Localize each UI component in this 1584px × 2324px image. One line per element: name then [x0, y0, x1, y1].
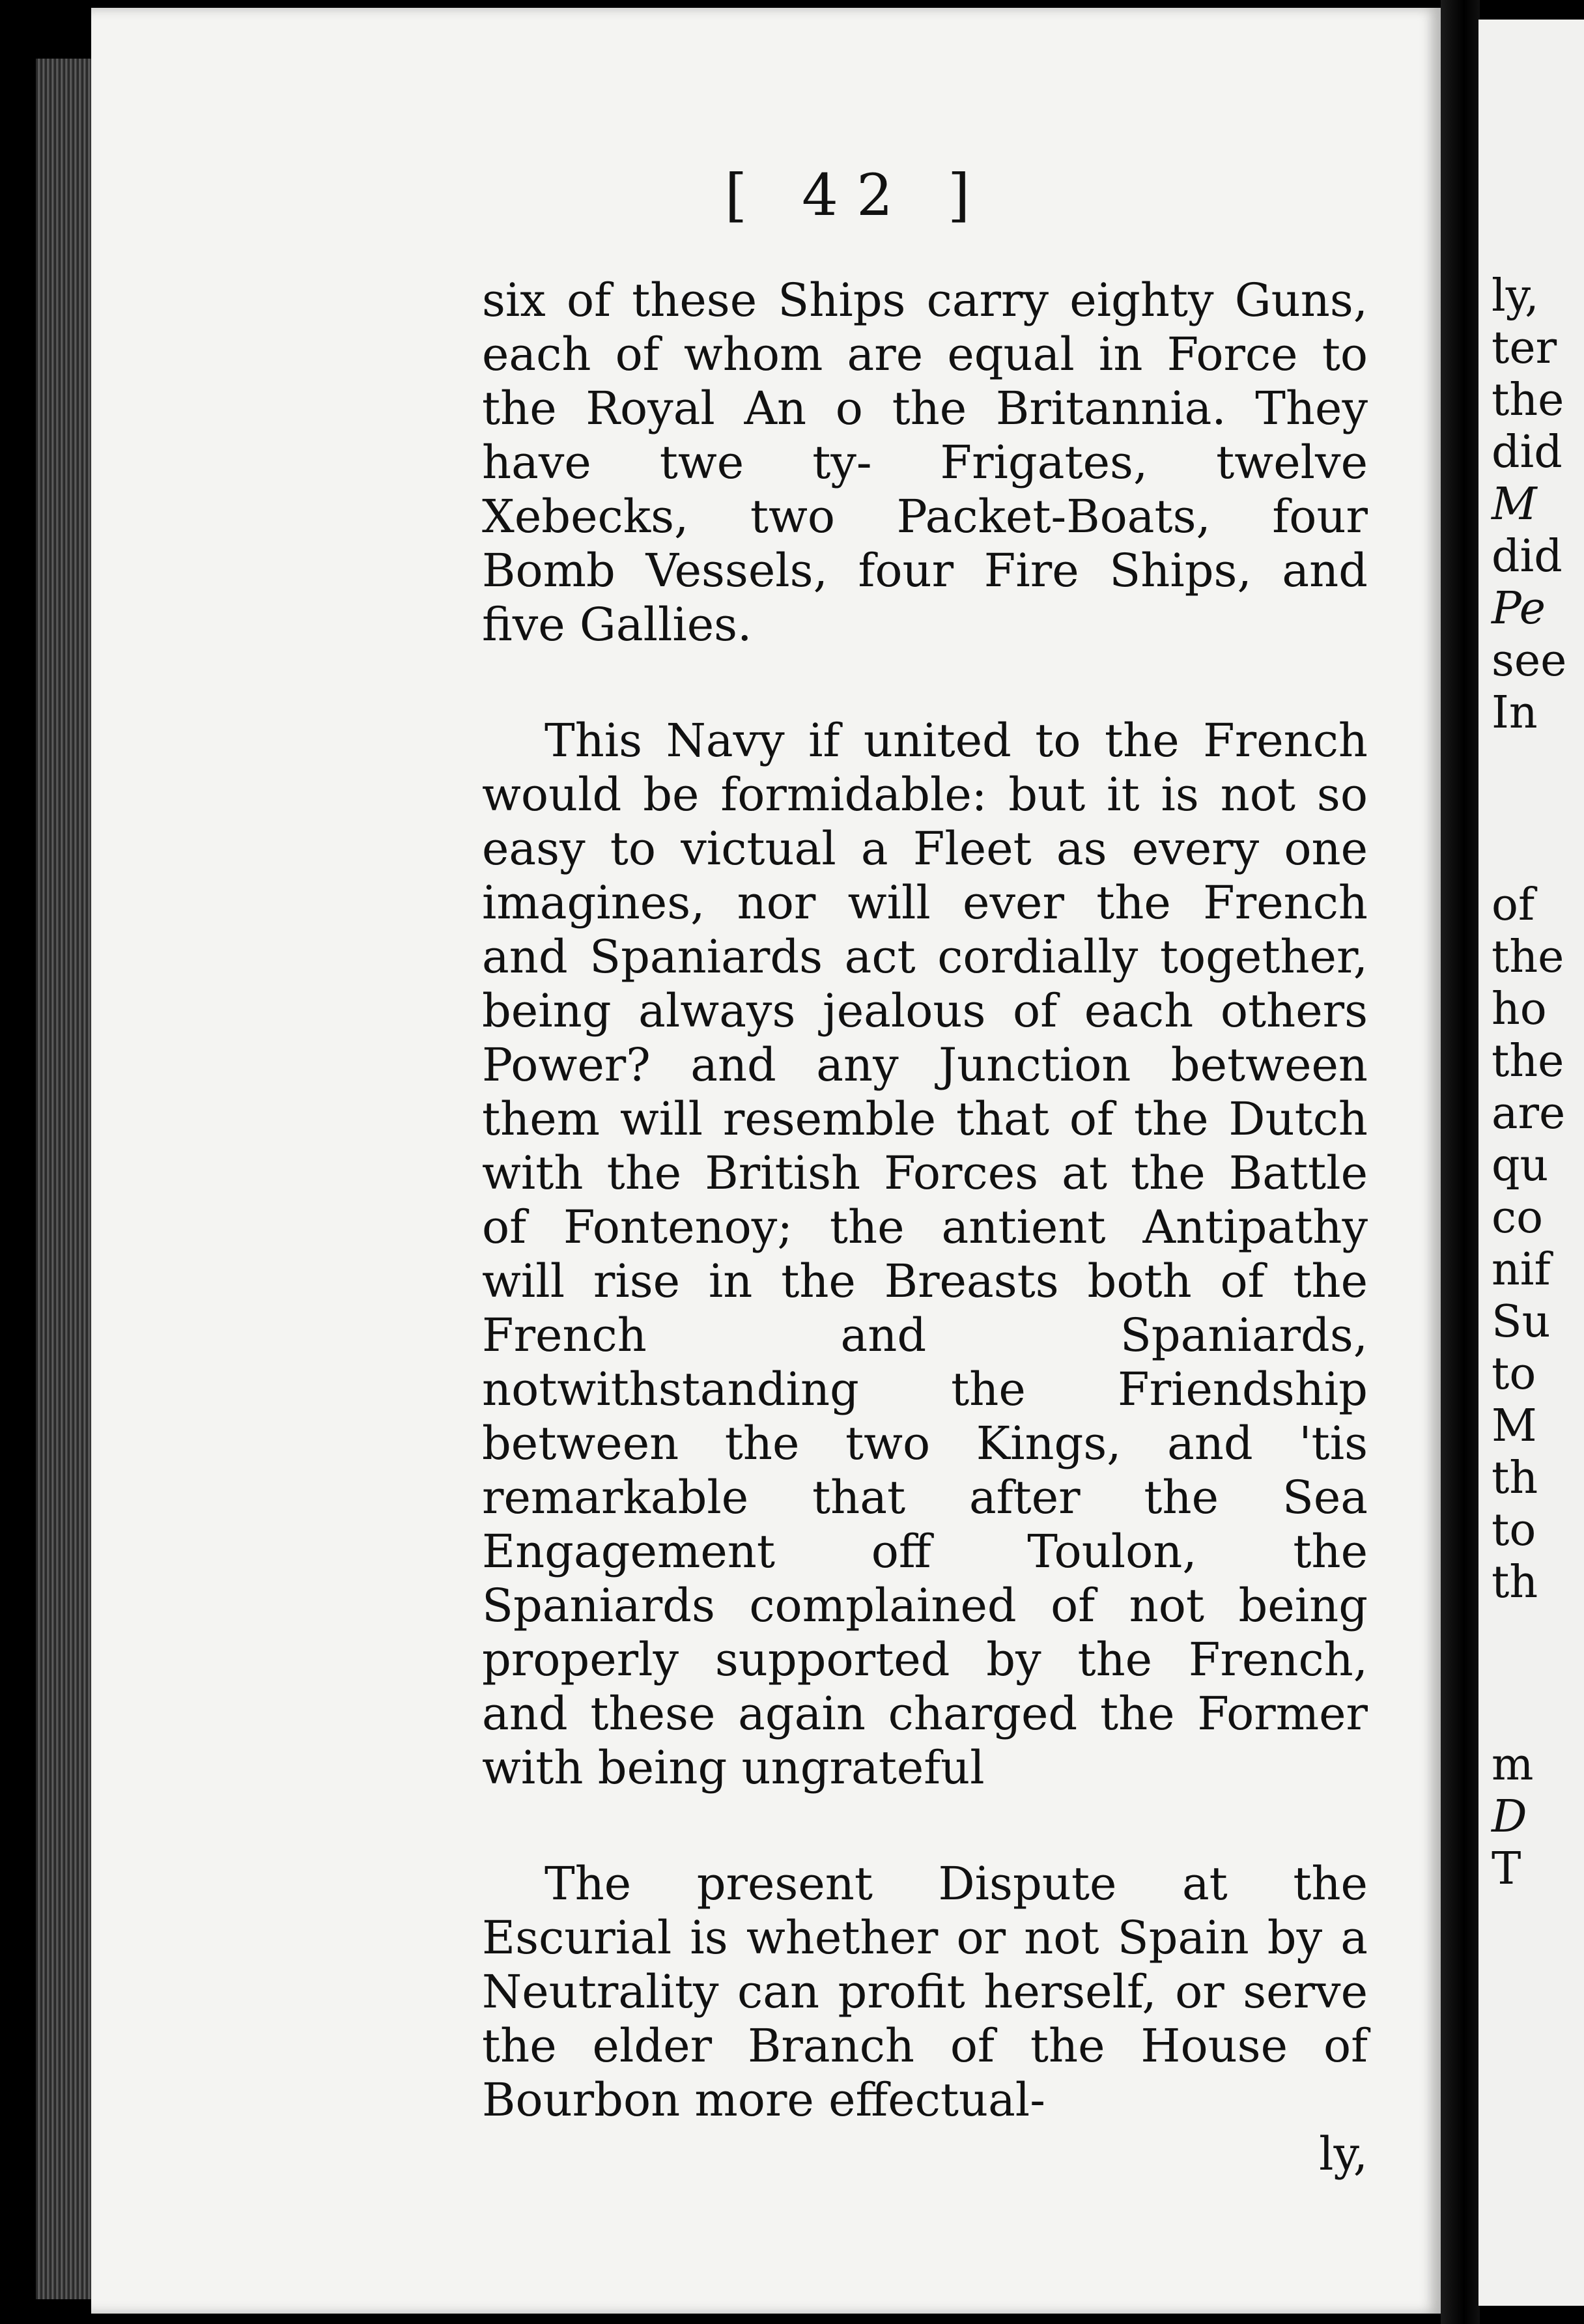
facing-fragment: did	[1492, 531, 1563, 582]
facing-fragment: Pe	[1492, 583, 1546, 634]
facing-fragment: co	[1492, 1192, 1544, 1243]
facing-fragment: th	[1492, 1452, 1538, 1504]
paragraph-3: The present Dispute at the Escurial is whether or not Spain by a Neutrality can profit herself, or serve the elder Branch of the House of Bourbon more effectual-	[482, 1857, 1368, 2127]
facing-fragment: did	[1492, 427, 1563, 478]
facing-fragment: D	[1492, 1791, 1527, 1843]
facing-fragment: M	[1492, 479, 1537, 530]
catchword: ly,	[1319, 2127, 1368, 2181]
facing-fragment: th	[1492, 1557, 1538, 1608]
facing-page-edge	[1478, 20, 1584, 2306]
facing-fragment: are	[1492, 1088, 1566, 1139]
paragraph-1: six of these Ships carry eighty Guns, each of whom are equal in Force to the Royal An o the Britannia. They have twe ty- Frigates, twelve Xebecks, two Packet-Boats, four Bomb Vessels, four Fire Ships, and five Gallies.	[482, 274, 1368, 651]
facing-fragment: to	[1492, 1505, 1536, 1556]
facing-fragment: In	[1492, 687, 1538, 739]
facing-fragment: the	[1492, 1036, 1564, 1087]
paragraph-2: This Navy if united to the French would be formidable: but it is not so easy to victual a Fleet as every one imagines, nor will ever the French and Spaniards act cordially together, being always jealous of each others Power? and any Junction between them will resemble that of the Dutch with the British Forces at the Battle of Fontenoy; the antient Antipathy will rise in the Breasts both of the French and Spaniards, notwithstanding the Friendship between the two Kings, and 'tis remarkable that after the Sea Engagement off Toulon, the Spaniards complained of not being properly supported by the French, and these again charged the Former with being ungrateful	[482, 714, 1368, 1794]
facing-fragment: M	[1492, 1400, 1537, 1452]
facing-fragment: nif	[1492, 1244, 1551, 1296]
book-gutter	[1441, 0, 1480, 2324]
facing-fragment: Su	[1492, 1296, 1551, 1348]
facing-fragment: the	[1492, 931, 1564, 983]
facing-fragment: ly,	[1492, 270, 1539, 322]
page-body	[482, 274, 1368, 2181]
page-number: [ 42 ]	[724, 162, 989, 229]
facing-fragment: ho	[1492, 984, 1547, 1035]
facing-fragment: see	[1492, 635, 1567, 687]
facing-fragment: ter	[1492, 322, 1557, 374]
facing-fragment: qu	[1492, 1140, 1549, 1191]
facing-fragment: of	[1492, 879, 1535, 931]
facing-fragment: the	[1492, 375, 1564, 426]
facing-fragment: T	[1492, 1843, 1521, 1895]
page-edge-stack	[36, 59, 94, 2299]
facing-fragment: m	[1492, 1739, 1534, 1791]
facing-fragment: to	[1492, 1348, 1536, 1400]
